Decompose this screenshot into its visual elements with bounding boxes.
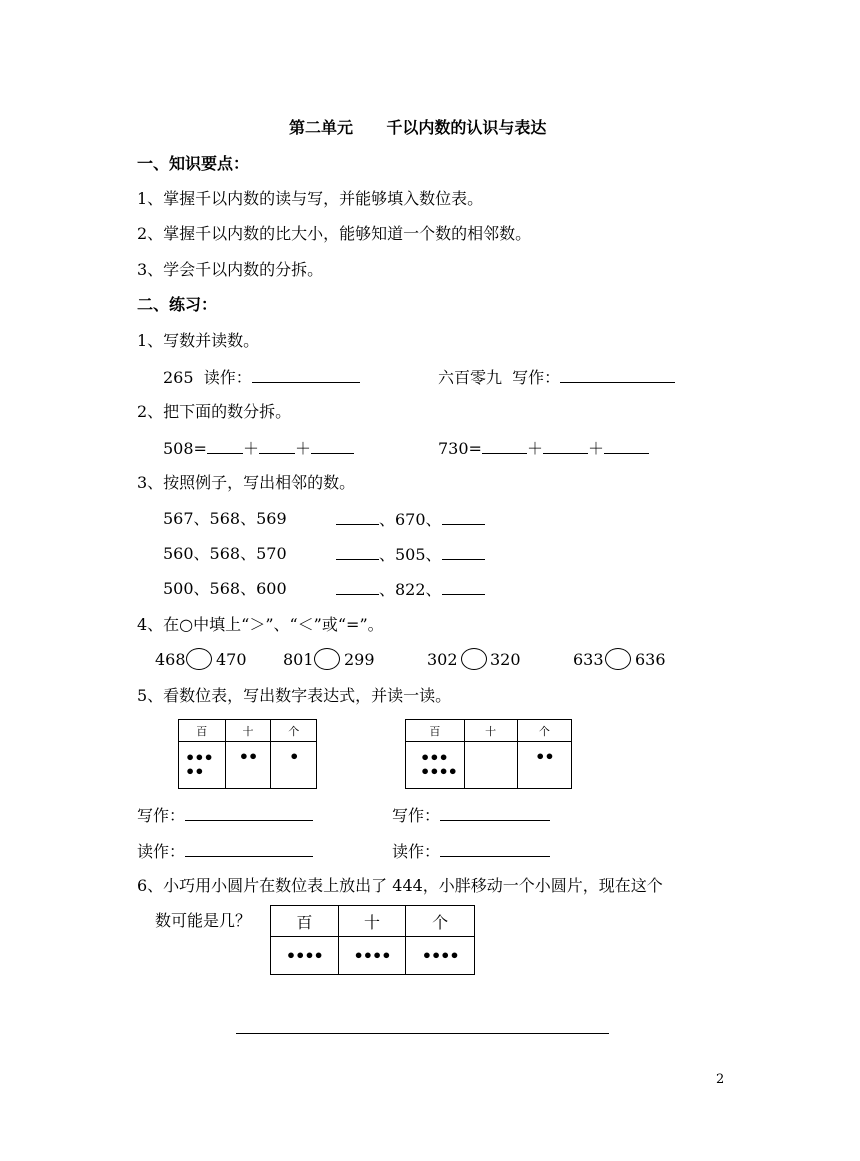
q4-pair-1-b: 470	[216, 650, 247, 669]
counter-dots: ••••	[420, 762, 457, 781]
q4-pair-2-a: 801	[283, 650, 314, 669]
cell-tens	[464, 742, 517, 789]
header-hundreds: 百	[271, 906, 339, 937]
q4-pair-3-a: 302	[427, 650, 458, 669]
q5-read-right	[392, 841, 550, 862]
q2-left-blank-3[interactable]	[311, 438, 354, 454]
place-value-table-2	[405, 719, 572, 789]
q1-left-label: 265 读作：	[163, 368, 252, 387]
counter-dots: •	[289, 747, 299, 766]
q2-right-blank-1[interactable]	[482, 438, 527, 454]
header-tens: 十	[464, 720, 517, 742]
q5-write-blank-1[interactable]	[185, 805, 313, 821]
q3-row3-blank-2[interactable]	[442, 579, 485, 595]
cell-hundreds	[271, 937, 339, 975]
counter-dots: ••••	[285, 946, 323, 965]
q3-row2-middle: 、505、	[379, 545, 442, 564]
question-1-title: 1、写数并读数。	[137, 331, 260, 350]
read-label: 读作：	[137, 842, 186, 861]
q3-row3-middle: 、822、	[379, 580, 442, 599]
compare-circle-1[interactable]	[186, 648, 212, 670]
counter-dots: ••••	[353, 946, 391, 965]
q4-pair-2-b: 299	[344, 650, 375, 669]
q1-left	[163, 367, 360, 388]
q3-row-3	[336, 579, 485, 600]
q1-write-blank[interactable]	[560, 367, 675, 383]
counter-dots: •••	[185, 748, 213, 767]
q5-read-left	[137, 841, 313, 862]
question-2-title: 2、把下面的数分拆。	[137, 402, 292, 421]
counter-dots: ••	[238, 747, 258, 766]
compare-circle-3[interactable]	[461, 648, 487, 670]
counter-dots: ••	[535, 747, 554, 766]
plus-sign: ＋	[242, 439, 259, 458]
q3-example-3: 500、568、600	[163, 579, 287, 598]
q4-pair-4-b: 636	[635, 650, 666, 669]
question-4-title: 4、在○中填上“＞”、“＜”或“=”。	[137, 615, 384, 634]
page-title: 第二单元 千以内数的认识与表达	[289, 118, 547, 137]
q4-pair-3-b: 320	[490, 650, 521, 669]
q2-right-number: 730=	[438, 439, 482, 458]
cell-hundreds	[406, 742, 465, 789]
plus-sign: ＋	[587, 439, 604, 458]
q4-pair-4-a: 633	[573, 650, 604, 669]
q1-read-blank[interactable]	[252, 367, 360, 383]
q3-row1-blank-2[interactable]	[442, 509, 485, 525]
q3-row1-middle: 、670、	[379, 510, 442, 529]
q4-pair-1-a: 468	[155, 650, 186, 669]
question-5-title: 5、看数位表，写出数字表达式，并读一读。	[137, 686, 452, 705]
q6-answer-line[interactable]	[236, 1033, 609, 1034]
question-3-title: 3、按照例子，写出相邻的数。	[137, 473, 356, 492]
cell-ones	[517, 742, 571, 789]
section-heading-practice: 二、练习：	[137, 295, 218, 314]
place-value-table-3	[270, 905, 475, 975]
q2-right-blank-2[interactable]	[543, 438, 588, 454]
q2-right-blank-3[interactable]	[604, 438, 649, 454]
header-ones: 个	[271, 720, 317, 742]
header-tens: 十	[338, 906, 406, 937]
compare-circle-4[interactable]	[605, 648, 631, 670]
page-number: 2	[716, 1072, 725, 1087]
counter-dots: ••	[185, 762, 204, 781]
question-6-line-1: 6、小巧用小圆片在数位表上放出了 444，小胖移动一个小圆片，现在这个	[137, 876, 663, 895]
q2-left	[163, 438, 354, 459]
q1-right-label: 六百零九 写作：	[438, 368, 561, 387]
q5-write-left	[137, 805, 313, 826]
knowledge-item-2: 2、掌握千以内数的比大小，能够知道一个数的相邻数。	[137, 224, 532, 243]
counter-dots: •••	[420, 748, 448, 767]
knowledge-item-1: 1、掌握千以内数的读与写，并能够填入数位表。	[137, 189, 484, 208]
knowledge-item-3: 3、学会千以内数的分拆。	[137, 260, 324, 279]
cell-tens	[225, 742, 271, 789]
q3-row-2	[336, 544, 485, 565]
place-value-table-1	[178, 719, 317, 789]
header-hundreds: 百	[406, 720, 465, 742]
q3-example-1: 567、568、569	[163, 509, 287, 528]
section-heading-knowledge: 一、知识要点：	[137, 154, 250, 173]
q2-left-blank-2[interactable]	[259, 438, 295, 454]
q3-row2-blank-1[interactable]	[336, 544, 379, 560]
q2-right	[438, 438, 649, 459]
header-ones: 个	[517, 720, 571, 742]
q2-left-number: 508=	[163, 439, 207, 458]
counter-dots: ••••	[421, 946, 459, 965]
header-tens: 十	[225, 720, 271, 742]
cell-hundreds	[179, 742, 226, 789]
write-label: 写作：	[137, 806, 186, 825]
cell-ones	[271, 742, 317, 789]
q5-read-blank-2[interactable]	[440, 841, 550, 857]
cell-ones	[406, 937, 475, 975]
write-label: 写作：	[392, 806, 441, 825]
q5-read-blank-1[interactable]	[185, 841, 313, 857]
q5-write-right	[392, 805, 550, 826]
cell-tens	[338, 937, 406, 975]
q3-row3-blank-1[interactable]	[336, 579, 379, 595]
header-hundreds: 百	[179, 720, 226, 742]
q5-write-blank-2[interactable]	[440, 805, 550, 821]
q3-example-2: 560、568、570	[163, 544, 287, 563]
plus-sign: ＋	[526, 439, 543, 458]
q2-left-blank-1[interactable]	[207, 438, 243, 454]
compare-circle-2[interactable]	[314, 648, 340, 670]
header-ones: 个	[406, 906, 475, 937]
plus-sign: ＋	[294, 439, 311, 458]
q3-row-1	[336, 509, 485, 530]
q3-row2-blank-2[interactable]	[442, 544, 485, 560]
q1-right	[438, 367, 675, 388]
question-6-line-2: 数可能是几？	[155, 911, 252, 930]
read-label: 读作：	[392, 842, 441, 861]
q3-row1-blank-1[interactable]	[336, 509, 379, 525]
